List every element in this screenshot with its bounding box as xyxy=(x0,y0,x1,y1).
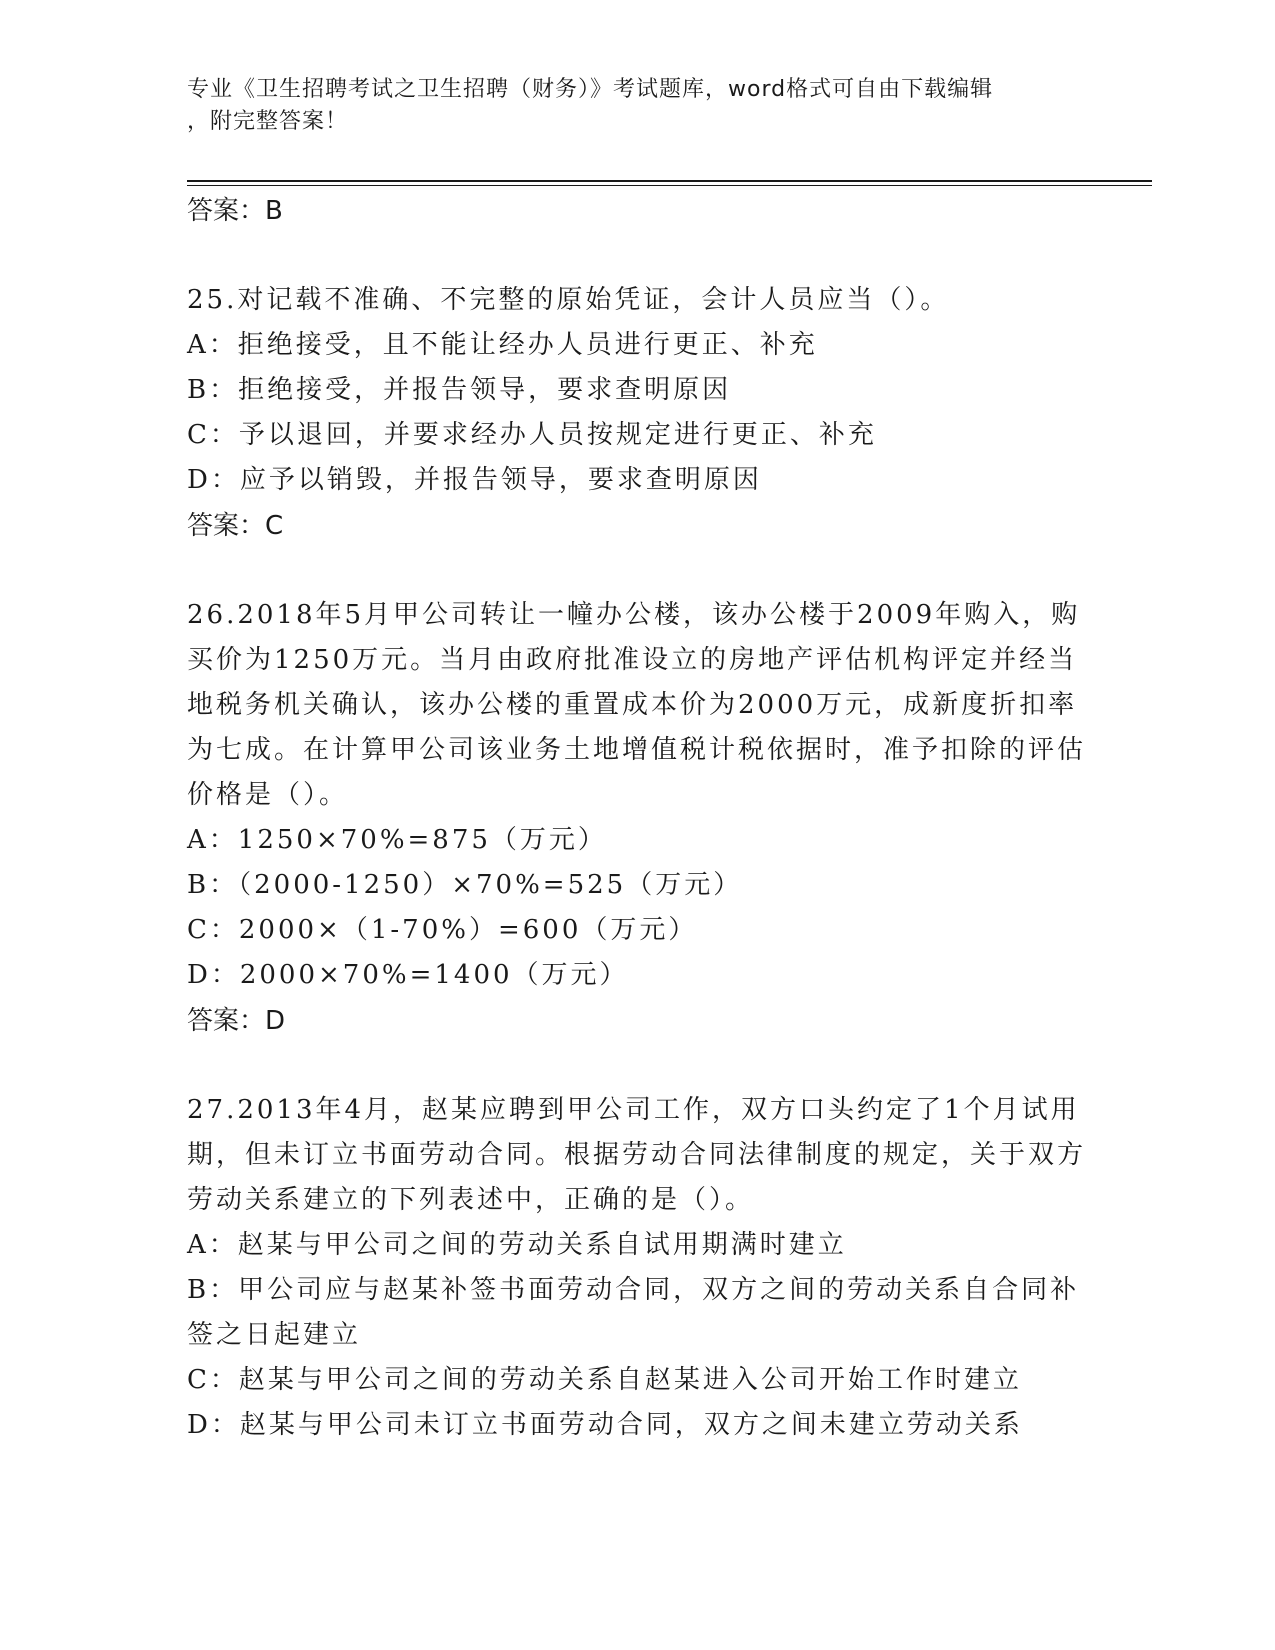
answer-line: 答案：B xyxy=(187,196,283,226)
question-25 xyxy=(187,278,1087,549)
option-a: A：1250×70%=875（万元） xyxy=(187,825,607,855)
question-list xyxy=(187,188,1087,1448)
answer-line: 答案：D xyxy=(187,1006,286,1036)
option-d: D：2000×70%=1400（万元） xyxy=(187,960,629,990)
option-d: D：赵某与甲公司未订立书面劳动合同，双方之间未建立劳动关系 xyxy=(187,1410,1023,1440)
header-line-2: ，附完整答案！ xyxy=(187,109,349,134)
question-text: 25.对记载不准确、不完整的原始凭证，会计人员应当（）。 xyxy=(187,285,950,315)
option-c: C：赵某与甲公司之间的劳动关系自赵某进入公司开始工作时建立 xyxy=(187,1365,1022,1395)
header-divider-thin xyxy=(187,185,1152,186)
option-b: B：（2000-1250）×70%=525（万元） xyxy=(187,870,743,900)
option-b: B：甲公司应与赵某补签书面劳动合同，双方之间的劳动关系自合同补签之日起建立 xyxy=(187,1275,1080,1350)
option-a: A：拒绝接受，且不能让经办人员进行更正、补充 xyxy=(187,330,818,360)
document-header xyxy=(187,74,1087,138)
option-b: B：拒绝接受，并报告领导，要求查明原因 xyxy=(187,375,732,405)
header-line-1: 专业《卫生招聘考试之卫生招聘（财务）》考试题库，word格式可自由下载编辑 xyxy=(187,77,994,102)
option-d: D：应予以销毁，并报告领导，要求查明原因 xyxy=(187,465,762,495)
header-divider-thick xyxy=(187,180,1152,182)
question-text: 26.2018年5月甲公司转让一幢办公楼，该办公楼于2009年购入，购买价为1250万元。当月由政府批准设立的房地产评估机构评定并经当地税务机关确认，该办公楼的重置成本价为2000万元，成新度折扣率为七成。在计算甲公司该业务土地增值税计税依据时，准予扣除的评估价格是（）。 xyxy=(187,600,1087,810)
option-a: A：赵某与甲公司之间的劳动关系自试用期满时建立 xyxy=(187,1230,847,1260)
option-c: C：2000×（1-70%）=600（万元） xyxy=(187,915,698,945)
question-text: 27.2013年4月，赵某应聘到甲公司工作，双方口头约定了1个月试用期，但未订立书面劳动合同。根据劳动合同法律制度的规定，关于双方劳动关系建立的下列表述中，正确的是（）。 xyxy=(187,1095,1087,1215)
question-27 xyxy=(187,1088,1087,1448)
option-c: C：予以退回，并要求经办人员按规定进行更正、补充 xyxy=(187,420,877,450)
answer-line: 答案：C xyxy=(187,511,284,541)
question-26 xyxy=(187,593,1087,1044)
